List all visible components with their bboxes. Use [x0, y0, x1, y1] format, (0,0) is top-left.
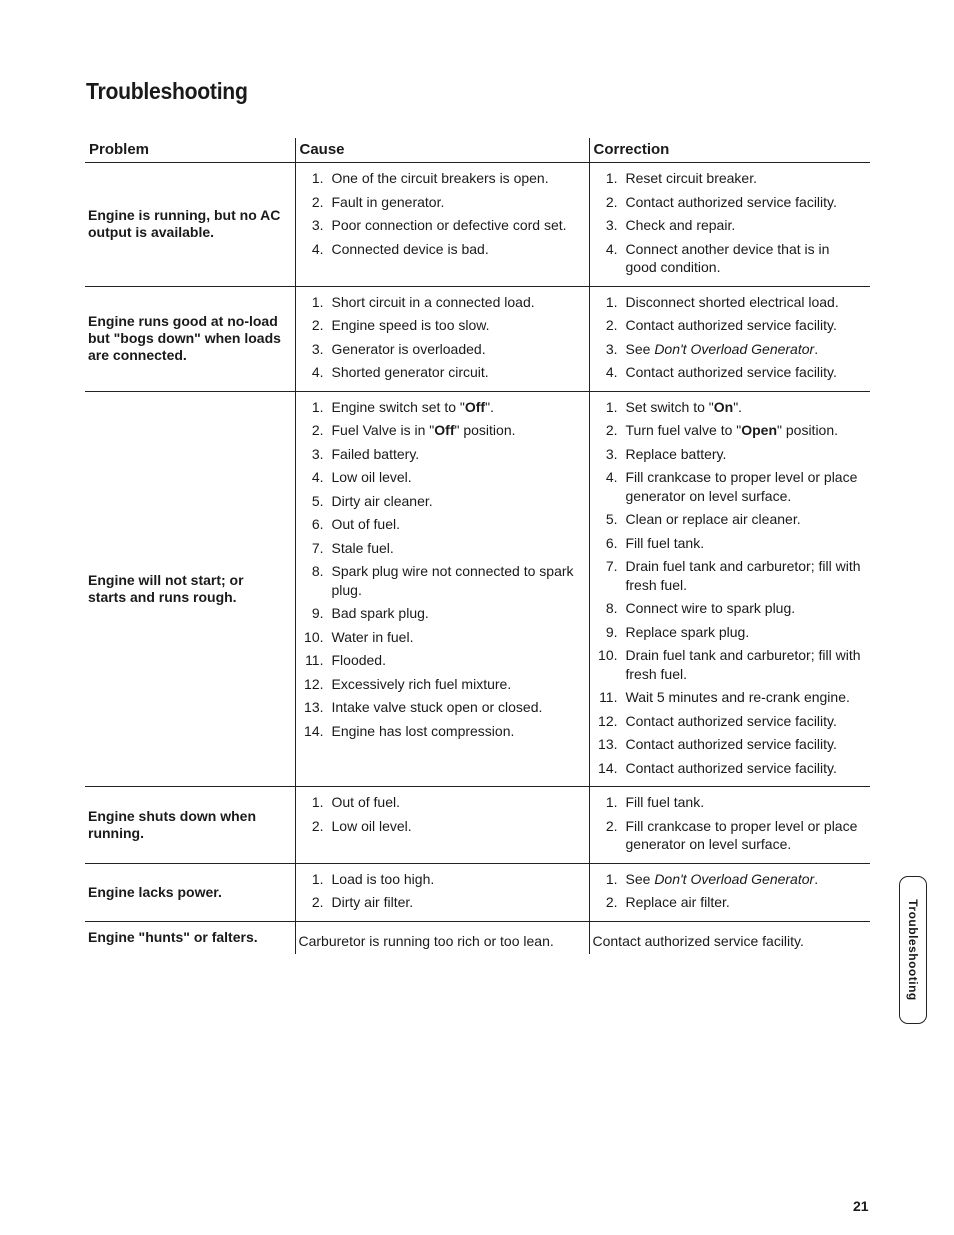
troubleshooting-table [85, 138, 870, 954]
item-number: 2. [605, 422, 618, 438]
list-item [590, 316, 865, 335]
section-tab [899, 876, 927, 1024]
list-item [590, 793, 865, 812]
item-number: 3. [311, 445, 324, 462]
correction-list [590, 169, 865, 277]
list-item [296, 169, 583, 188]
item-text: Contact authorized service facility. [625, 759, 837, 776]
item-number: 14. [598, 759, 618, 776]
list-item [296, 539, 583, 558]
cause-list [296, 793, 583, 835]
cause-cell [295, 391, 589, 787]
list-item [296, 240, 583, 259]
list-item [590, 870, 865, 889]
item-number: 10. [304, 628, 324, 645]
item-text: Excessively rich fuel mixture. [331, 675, 512, 692]
item-text: Intake valve stuck open or closed. [331, 699, 543, 715]
correction-cell [589, 921, 870, 954]
list-item [590, 599, 865, 618]
list-item [296, 604, 583, 623]
list-item [296, 893, 583, 912]
item-number: 1. [311, 870, 324, 887]
item-text: Drain fuel tank and carburetor; fill with fresh fuel. [625, 647, 861, 682]
cause-cell [295, 286, 589, 391]
item-text: Shorted generator circuit. [331, 364, 489, 380]
list-item [296, 216, 583, 235]
item-number: 3. [311, 340, 324, 357]
correction-cell [589, 391, 870, 787]
item-text: Fuel Valve is in "Off" position. [331, 422, 516, 438]
table-row [85, 921, 870, 954]
list-item [590, 534, 865, 553]
item-number: 9. [311, 605, 324, 621]
item-number: 3. [311, 217, 324, 233]
item-number: 5. [605, 511, 618, 527]
header-cause: Cause [295, 138, 589, 163]
item-text: Low oil level. [331, 469, 412, 485]
list-item [590, 363, 865, 382]
list-item [296, 651, 583, 670]
list-item [296, 398, 583, 417]
item-number: 2. [311, 193, 324, 210]
item-text: Disconnect shorted electrical load. [625, 293, 839, 310]
item-number: 3. [605, 445, 618, 462]
problem-cell: Engine runs good at no-load but "bogs down" when loads are connected. [85, 286, 295, 391]
item-text: Short circuit in a connected load. [331, 293, 535, 310]
list-item [296, 421, 583, 440]
list-item [590, 510, 865, 529]
item-text: Engine has lost compression. [331, 722, 515, 739]
item-text: Fill crankcase to proper level or place generator on level surface. [625, 817, 858, 852]
problem-cell: Engine shuts down when running. [85, 787, 295, 864]
item-number: 4. [605, 469, 618, 485]
item-number: 7. [605, 558, 618, 574]
item-text: Engine switch set to "Off". [331, 398, 494, 415]
item-text: Connect wire to spark plug. [625, 600, 796, 616]
item-number: 6. [605, 534, 618, 551]
item-text: One of the circuit breakers is open. [331, 170, 549, 186]
list-item [296, 870, 583, 889]
problem-cell: Engine "hunts" or falters. [88, 929, 258, 945]
page-title: Troubleshooting [86, 78, 248, 104]
list-item [590, 623, 865, 642]
item-text: Turn fuel valve to "Open" position. [625, 422, 839, 438]
item-text: See Don't Overload Generator. [625, 870, 819, 887]
correction-list [590, 398, 865, 778]
problem-cell: Engine lacks power. [85, 863, 295, 921]
table-row [85, 286, 870, 391]
item-text: See Don't Overload Generator. [625, 340, 819, 357]
item-text: Contact authorized service facility. [625, 364, 837, 380]
item-text: Generator is overloaded. [331, 340, 486, 357]
header-problem: Problem [85, 138, 295, 163]
list-item [590, 817, 865, 854]
item-number: 13. [598, 736, 618, 752]
item-text: Out of fuel. [331, 516, 400, 532]
list-item [296, 628, 583, 647]
table-row [85, 391, 870, 787]
cause-list [296, 870, 583, 912]
section-tab-label: Troubleshooting [906, 899, 920, 1001]
item-number: 2. [605, 317, 618, 333]
item-number: 1. [605, 870, 618, 887]
item-number: 12. [598, 712, 618, 729]
item-number: 3. [605, 340, 618, 357]
item-text: Check and repair. [625, 217, 736, 233]
item-text: Stale fuel. [331, 539, 394, 556]
cause-cell [295, 921, 589, 954]
item-number: 2. [605, 817, 618, 834]
item-number: 13. [304, 699, 324, 715]
item-text: Replace battery. [625, 445, 727, 462]
item-number: 2. [605, 193, 618, 210]
item-number: 1. [605, 293, 618, 310]
item-text: Low oil level. [331, 817, 412, 834]
item-number: 1. [605, 170, 618, 186]
cause-list [296, 169, 583, 258]
item-text: Spark plug wire not connected to spark plug. [331, 563, 574, 598]
correction-list [590, 793, 865, 854]
item-text: Out of fuel. [331, 794, 400, 810]
list-item [296, 515, 583, 534]
item-text: Fill fuel tank. [625, 794, 705, 810]
item-number: 4. [605, 240, 618, 257]
item-text: Drain fuel tank and carburetor; fill with fresh fuel. [625, 558, 861, 593]
list-item [296, 193, 583, 212]
item-text: Set switch to "On". [625, 398, 743, 415]
list-item [590, 421, 865, 440]
item-text: Clean or replace air cleaner. [625, 511, 801, 527]
item-number: 11. [305, 652, 324, 668]
item-number: 1. [311, 398, 324, 415]
item-text: Contact authorized service facility. [625, 736, 837, 752]
item-text: Wait 5 minutes and re-crank engine. [625, 689, 850, 705]
item-number: 11. [599, 689, 618, 705]
item-number: 8. [311, 563, 324, 579]
list-item [590, 240, 865, 277]
list-item [296, 293, 583, 312]
item-number: 5. [311, 492, 324, 509]
item-number: 4. [311, 469, 324, 485]
table-row [85, 863, 870, 921]
header-correction: Correction [589, 138, 870, 163]
item-text: Water in fuel. [331, 628, 414, 645]
item-text: Replace spark plug. [625, 623, 750, 640]
cause-cell [295, 163, 589, 287]
item-text: Dirty air filter. [331, 894, 414, 910]
item-number: 1. [311, 794, 324, 810]
item-text: Failed battery. [331, 445, 420, 462]
item-number: 8. [605, 600, 618, 616]
item-number: 1. [605, 794, 618, 810]
item-number: 1. [311, 293, 324, 310]
item-number: 4. [605, 364, 618, 380]
correction-cell [589, 286, 870, 391]
item-number: 2. [311, 317, 324, 333]
list-item [590, 398, 865, 417]
table-header-row [85, 138, 870, 163]
list-item [296, 817, 583, 836]
item-text: Engine speed is too slow. [331, 317, 490, 333]
list-item [590, 759, 865, 778]
cause-cell [295, 787, 589, 864]
item-text: Replace air filter. [625, 894, 730, 910]
item-text: Fill fuel tank. [625, 534, 705, 551]
list-item [296, 722, 583, 741]
cause-list [296, 293, 583, 382]
list-item [590, 688, 865, 707]
item-text: Contact authorized service facility. [625, 317, 837, 333]
item-text: Poor connection or defective cord set. [331, 217, 567, 233]
page-number: 21 [853, 1198, 869, 1214]
item-number: 9. [605, 623, 618, 640]
item-text: Fill crankcase to proper level or place generator on level surface. [625, 469, 858, 504]
cause-cell [295, 863, 589, 921]
table-row [85, 787, 870, 864]
list-item [296, 363, 583, 382]
item-text: Bad spark plug. [331, 605, 429, 621]
list-item [590, 893, 865, 912]
correction-cell [589, 863, 870, 921]
item-text: Connected device is bad. [331, 240, 489, 257]
item-text: Contact authorized service facility. [625, 712, 837, 729]
cause-list [296, 398, 583, 741]
correction-list [590, 870, 865, 912]
problem-cell: Engine is running, but no AC output is available. [85, 163, 295, 287]
item-text: Load is too high. [331, 870, 435, 887]
list-item [590, 216, 865, 235]
list-item [296, 675, 583, 694]
list-item [296, 316, 583, 335]
cause-text: Carburetor is running too rich or too lean. [298, 932, 554, 949]
item-number: 12. [304, 675, 324, 692]
item-text: Reset circuit breaker. [625, 170, 757, 186]
list-item [590, 293, 865, 312]
list-item [296, 445, 583, 464]
correction-cell [589, 787, 870, 864]
correction-list [590, 293, 865, 382]
item-number: 4. [311, 364, 324, 380]
list-item [296, 468, 583, 487]
item-number: 14. [304, 722, 324, 739]
list-item [590, 712, 865, 731]
list-item [296, 492, 583, 511]
item-number: 2. [311, 422, 324, 438]
item-number: 1. [605, 398, 618, 415]
list-item [590, 468, 865, 505]
list-item [296, 562, 583, 599]
item-text: Contact authorized service facility. [625, 193, 837, 210]
item-number: 6. [311, 516, 324, 532]
list-item [590, 646, 865, 683]
item-number: 2. [605, 894, 618, 910]
correction-text: Contact authorized service facility. [592, 932, 804, 949]
list-item [590, 557, 865, 594]
list-item [296, 793, 583, 812]
item-number: 10. [598, 647, 618, 663]
correction-cell [589, 163, 870, 287]
item-number: 2. [311, 894, 324, 910]
item-number: 7. [311, 539, 324, 556]
item-text: Flooded. [331, 652, 386, 668]
list-item [590, 735, 865, 754]
item-text: Connect another device that is in good condition. [625, 240, 830, 275]
list-item [590, 445, 865, 464]
item-number: 4. [311, 240, 324, 257]
table-row [85, 163, 870, 287]
item-number: 1. [311, 170, 324, 186]
list-item [296, 698, 583, 717]
problem-cell: Engine will not start; or starts and runs rough. [85, 391, 295, 787]
item-number: 2. [311, 817, 324, 834]
list-item [590, 169, 865, 188]
list-item [590, 340, 865, 359]
item-text: Dirty air cleaner. [331, 492, 433, 509]
list-item [590, 193, 865, 212]
item-text: Fault in generator. [331, 193, 445, 210]
list-item [296, 340, 583, 359]
item-number: 3. [605, 217, 618, 233]
